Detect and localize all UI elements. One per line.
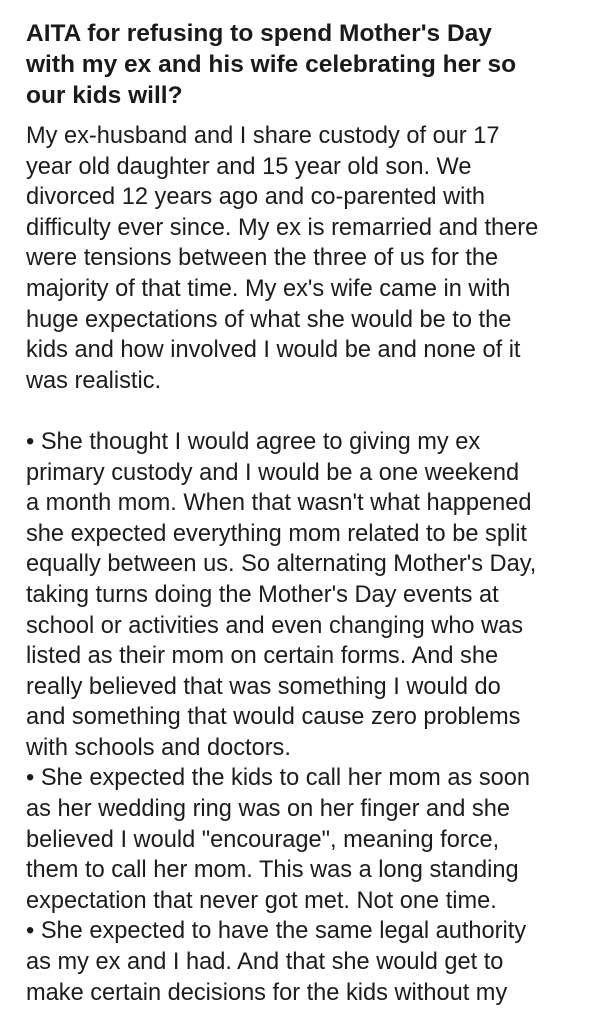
- bullet-item-custody: • She thought I would agree to giving my ex primary custody and I would be a one weekend a month mom. When that wasn't what happened she expected everything mom related to be split equally between us. So alternating Mother's Day, taking turns doing the Mother's Day events at school or activities and even changing who was listed as their mom on certain forms. And she really believed that was something I would do and something that would cause zero problems with schools and doctors.: [26, 428, 537, 761]
- post: [26, 18, 592, 1008]
- paragraph-gap: [26, 396, 592, 427]
- bullet-item-legal-authority: • She expected to have the same legal authority as my ex and I had. And that she would get to make certain decisions for the kids without my: [26, 918, 527, 1006]
- intro-paragraph: My ex-husband and I share custody of our 17 year old daughter and 15 year old son. We divorced 12 years ago and co-parented with difficulty ever since. My ex is remarried and there were tensions between the three of us for the majority of that time. My ex's wife came in with huge expectations of what she would be to the kids and how involved I would be and none of it was realistic.: [26, 123, 539, 394]
- bottom-edge: [0, 1020, 602, 1024]
- post-body: [26, 121, 592, 1008]
- post-title: AITA for refusing to spend Mother's Day with my ex and his wife celebrating her so our kids will?: [26, 20, 517, 109]
- bullet-item-call-mom: • She expected the kids to call her mom as soon as her wedding ring was on her finger and she believed I would "encourage", meaning force, them to call her mom. This was a long standing expectation that never got met. Not one time.: [26, 765, 530, 914]
